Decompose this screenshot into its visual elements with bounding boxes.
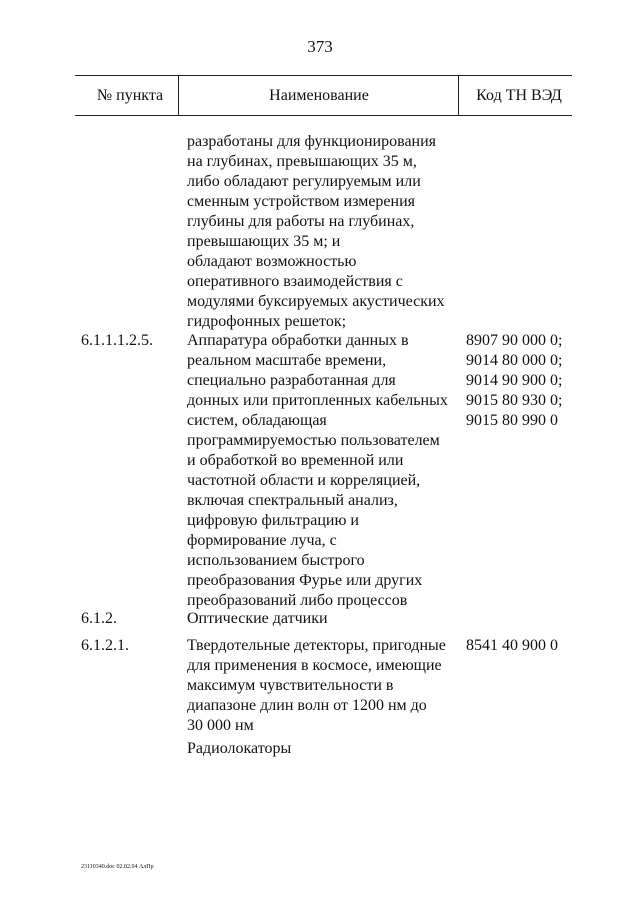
footer-filename: 23110340.doc 02.02.04 АлПр — [81, 864, 154, 870]
header-separator — [178, 75, 179, 115]
header-number: № пункта — [96, 87, 164, 104]
header-rule-bottom — [75, 115, 572, 116]
row-name: Твердотельные детекторы, пригодные для применения в космосе, имеющие максимум чувствительности в диапазоне длин волн от 1200 нм до 30 000 нм — [187, 637, 446, 734]
header-separator — [458, 75, 459, 115]
row-number: 6.1.1.1.2.5. — [81, 332, 153, 349]
header-code: Код ТН ВЭД — [476, 87, 562, 104]
row-code: 8541 40 900 0 — [466, 637, 558, 654]
row-number: 6.1.2.1. — [81, 637, 129, 654]
row-code: 8907 90 000 0; 9014 80 000 0; 9014 90 900 0; 9015 80 930 0; 9015 80 990 0 — [466, 332, 563, 429]
row-name: Оптические датчики — [187, 610, 328, 627]
row-number: 6.1.2. — [81, 610, 117, 627]
row-name: Аппаратура обработки данных в реальном масштабе времени, специально разработанная для донных или притопленных кабельных систем, обладающая программируемостью пользователем и обработкой во временной или частотной области и корреляцией, включая спектральный анализ, цифровую фильтрацию и формирование луча, с использованием быстрого преобразования Фурье или других преобразований либо процессов — [187, 332, 448, 609]
row-name: разработаны для функционирования на глубинах, превышающих 35 м, либо обладают регулируемым или сменным устройством измерения глубины для работы на глубинах, превышающих 35 м; и обладают возможностью оперативного взаимодействия с модулями буксируемых акустических гидрофонных решеток; — [187, 133, 445, 330]
row-name: Радиолокаторы — [187, 740, 292, 757]
page-number: 373 — [307, 37, 333, 56]
header-name: Наименование — [269, 87, 369, 104]
header-rule-top — [75, 75, 572, 76]
